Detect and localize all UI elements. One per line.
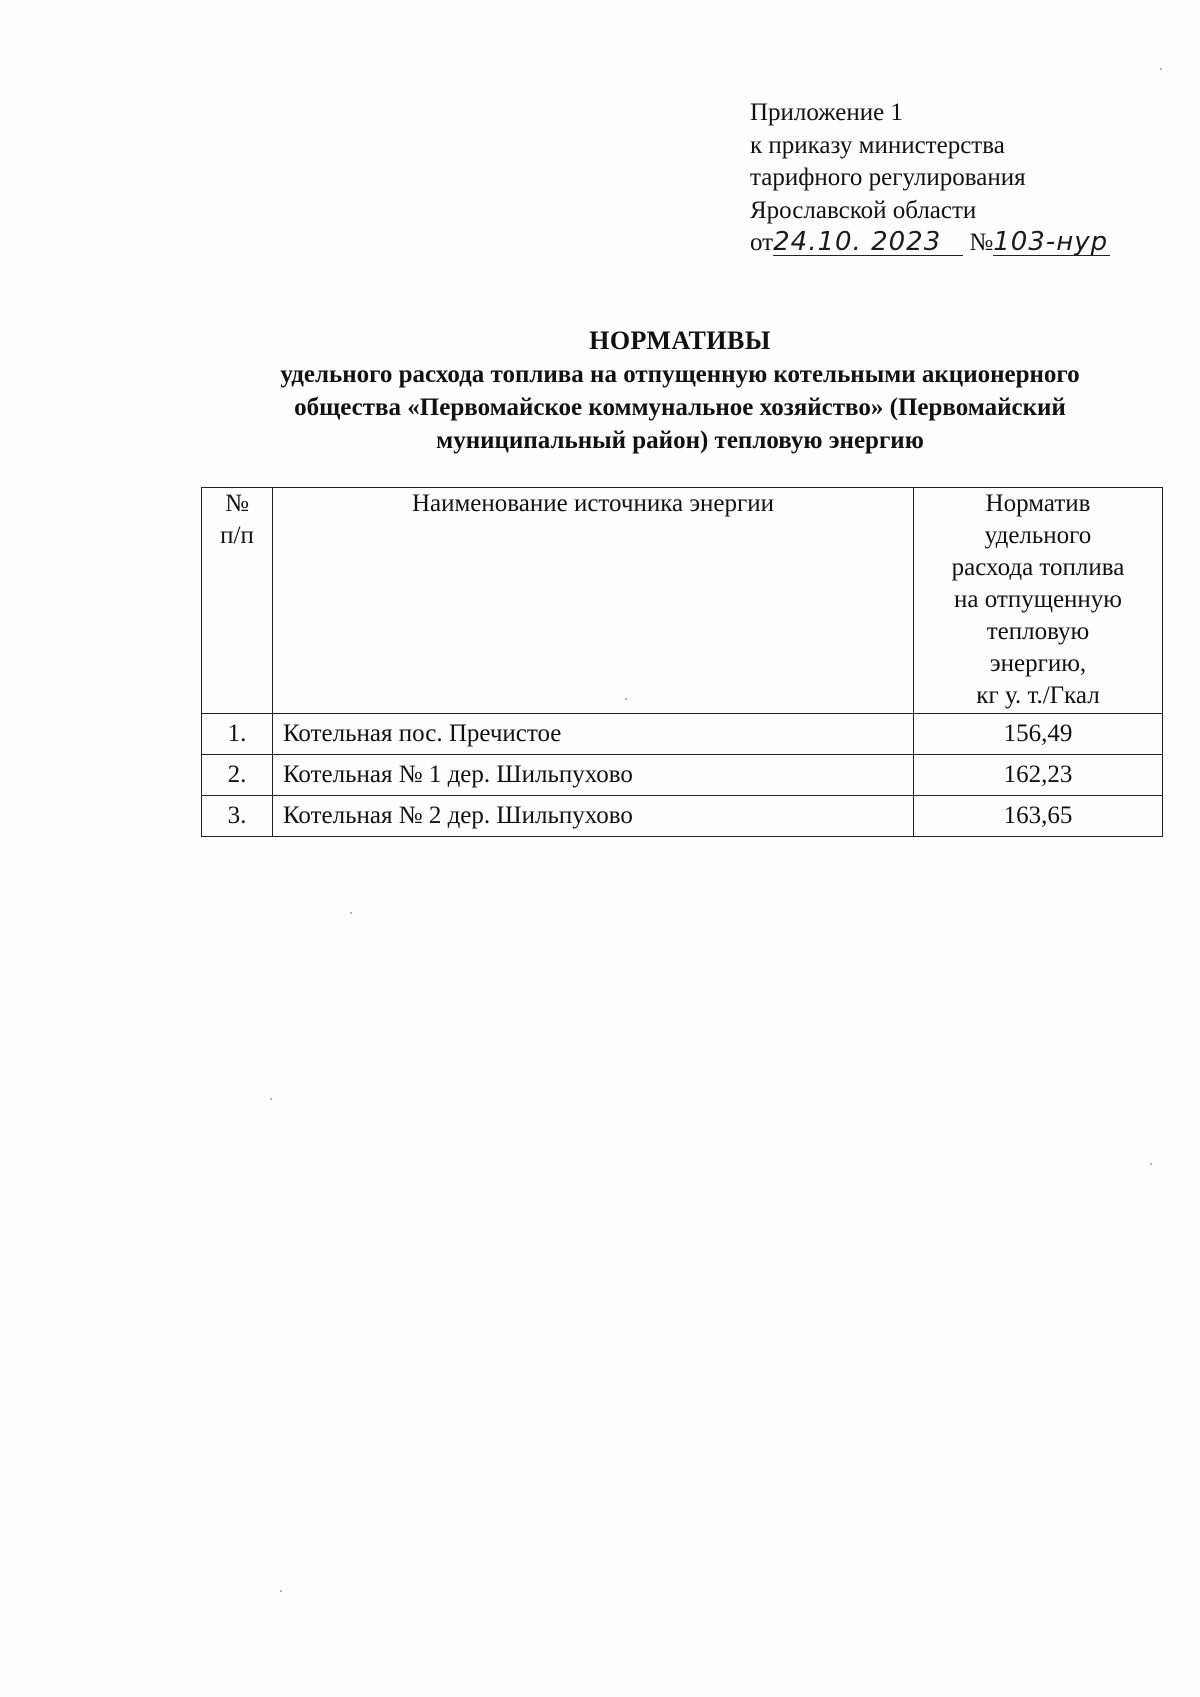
header-value-line: энергию, [989, 650, 1087, 677]
appendix-line-3: тарифного регулирования [750, 164, 1026, 191]
document-title: НОРМАТИВЫ [589, 326, 771, 355]
document-title-block [190, 325, 1170, 456]
table-row [202, 755, 1163, 796]
row-norm-value: 156,49 [914, 714, 1163, 755]
table-row [202, 796, 1163, 837]
header-value-line: удельного [984, 522, 1092, 549]
row-source-name: Котельная № 2 дер. Шильпухово [273, 796, 914, 837]
scan-speck [350, 912, 352, 914]
scan-speck [1160, 68, 1162, 70]
row-norm-value: 163,65 [914, 796, 1163, 837]
scan-speck [1150, 1163, 1152, 1165]
row-source-name: Котельная пос. Пречистое [273, 714, 914, 755]
header-value-line: Норматив [985, 490, 1091, 517]
header-value-line: тепловую [986, 618, 1090, 645]
title-subtitle-line-3: муниципальный район) тепловую энергию [436, 427, 924, 454]
table-row [202, 714, 1163, 755]
header-value [914, 488, 1163, 714]
title-subtitle-line-2: общества «Первомайское коммунальное хозяйство» (Первомайский [294, 394, 1066, 421]
number-prefix: № [969, 229, 994, 256]
header-value-line: расхода топлива [951, 554, 1125, 581]
scan-speck [280, 1590, 282, 1592]
header-value-line: на отпущенную [954, 586, 1122, 613]
header-num [202, 488, 273, 714]
handwritten-date: 24.10. 2023 [773, 229, 963, 256]
scan-speck [625, 698, 627, 700]
header-value-unit: кг у. т./Гкал [976, 682, 1100, 709]
header-name: Наименование источника энергии [273, 488, 914, 714]
title-subtitle-line-1: удельного расхода топлива на отпущенную котельными акционерного [280, 361, 1080, 388]
row-number: 3. [202, 796, 273, 837]
date-prefix: от [750, 229, 774, 256]
appendix-line-1: Приложение 1 [750, 99, 903, 126]
row-number: 2. [202, 755, 273, 796]
appendix-date-line [750, 227, 1170, 260]
appendix-line-2: к приказу министерства [750, 131, 1005, 159]
header-num-symbol: № [225, 490, 249, 517]
appendix-header [750, 97, 1170, 260]
row-number: 1. [202, 714, 273, 755]
handwritten-number: 103-нур [993, 227, 1109, 257]
appendix-line-4: Ярославской области [750, 196, 977, 224]
row-source-name: Котельная № 1 дер. Шильпухово [273, 755, 914, 796]
norms-table [201, 487, 1163, 837]
row-norm-value: 162,23 [914, 755, 1163, 796]
header-num-label: п/п [220, 522, 254, 549]
table-header-row [202, 488, 1163, 714]
scan-speck [270, 1098, 272, 1100]
